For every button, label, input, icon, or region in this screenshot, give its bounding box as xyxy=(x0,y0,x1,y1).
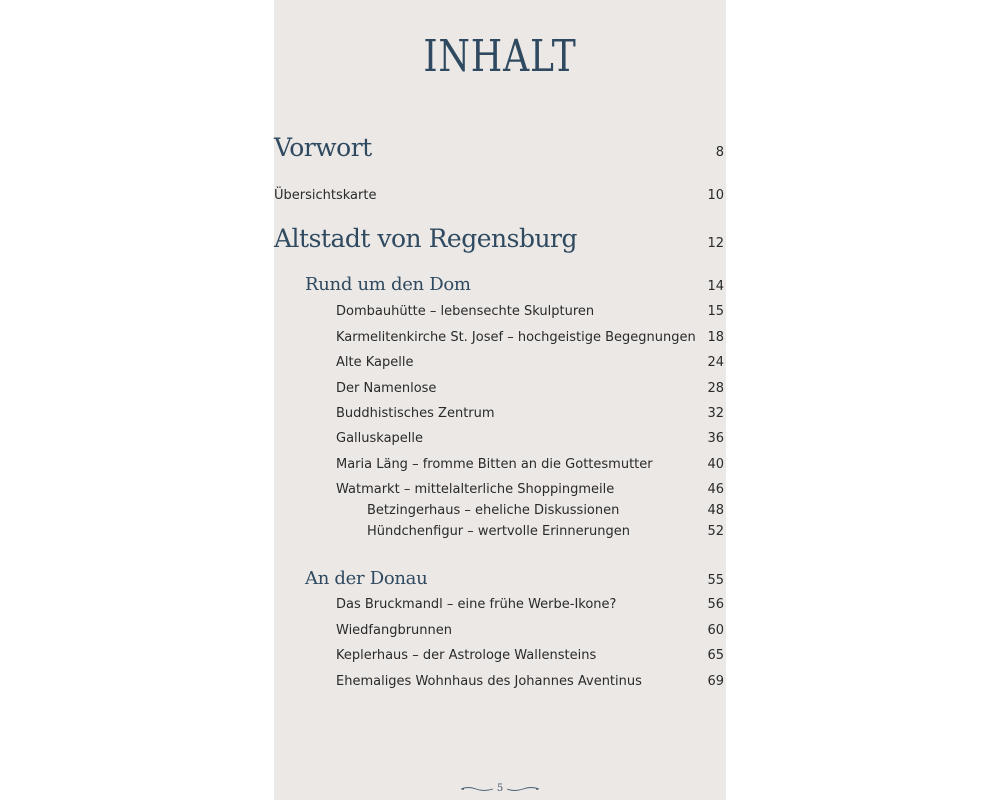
page-number: 5 xyxy=(496,783,504,794)
toc-label: Das Bruckmandl – eine frühe Werbe-Ikone? xyxy=(336,597,617,612)
toc-label: Galluskapelle xyxy=(336,431,424,446)
toc-entry[interactable] xyxy=(336,330,724,345)
toc-label: Der Namenlose xyxy=(336,381,437,396)
toc-entry[interactable] xyxy=(336,597,724,612)
toc-page-number: 14 xyxy=(707,279,724,294)
book-page xyxy=(274,0,726,800)
toc-page-number: 52 xyxy=(707,524,724,539)
toc-page-number: 60 xyxy=(707,623,724,638)
toc-page-number: 69 xyxy=(707,674,724,689)
ornament-left-icon xyxy=(460,785,494,793)
toc-entry-vorwort[interactable] xyxy=(274,133,724,162)
toc-label: Maria Läng – fromme Bitten an die Gottesmutter xyxy=(336,457,653,472)
toc-page-number: 28 xyxy=(707,381,724,396)
toc-entry[interactable] xyxy=(336,674,724,689)
toc-page-number: 12 xyxy=(707,236,724,251)
toc-page-number: 40 xyxy=(707,457,724,472)
toc-label: Alte Kapelle xyxy=(336,355,414,370)
toc-label: Ehemaliges Wohnhaus des Johannes Aventinus xyxy=(336,674,642,689)
toc-page-number: 48 xyxy=(707,503,724,518)
toc-section-an-der-donau[interactable] xyxy=(305,568,724,589)
toc-label: Karmelitenkirche St. Josef – hochgeistige Begegnungen xyxy=(336,330,696,345)
toc-page-number: 10 xyxy=(707,188,724,203)
toc-section-rund-um-den-dom[interactable] xyxy=(305,274,724,295)
toc-entry[interactable] xyxy=(336,406,724,421)
ornament-right-icon xyxy=(506,785,540,793)
toc-page-number: 18 xyxy=(707,330,724,345)
toc-page-number: 55 xyxy=(707,573,724,588)
toc-page-number: 32 xyxy=(707,406,724,421)
toc-label: Rund um den Dom xyxy=(305,274,471,295)
toc-page-number: 8 xyxy=(715,145,724,160)
toc-label: Vorwort xyxy=(274,133,372,162)
toc-subentry[interactable] xyxy=(367,503,724,518)
toc-label: Dombauhütte – lebensechte Skulpturen xyxy=(336,304,595,319)
toc-label: Betzingerhaus – eheliche Diskussionen xyxy=(367,503,620,518)
toc-page-number: 24 xyxy=(707,355,724,370)
toc-entry[interactable] xyxy=(336,623,724,638)
toc-page-number: 36 xyxy=(707,431,724,446)
toc-subentry[interactable] xyxy=(367,524,724,539)
page-title: INHALT xyxy=(423,31,577,83)
toc-label: Buddhistisches Zentrum xyxy=(336,406,495,421)
toc-label: Wiedfangbrunnen xyxy=(336,623,453,638)
toc-label: Altstadt von Regensburg xyxy=(274,224,578,253)
toc-entry[interactable] xyxy=(336,355,724,370)
toc-label: Hündchenfigur – wertvolle Erinnerungen xyxy=(367,524,630,539)
toc-entry[interactable] xyxy=(336,381,724,396)
toc-label: An der Donau xyxy=(305,568,428,589)
toc-label: Watmarkt – mittelalterliche Shoppingmeile xyxy=(336,482,615,497)
toc-label: Keplerhaus – der Astrologe Wallensteins xyxy=(336,648,597,663)
toc-entry[interactable] xyxy=(336,304,724,319)
toc-entry[interactable] xyxy=(336,648,724,663)
toc-entry[interactable] xyxy=(336,431,724,446)
toc-page-number: 65 xyxy=(707,648,724,663)
toc-page-number: 56 xyxy=(707,597,724,612)
page-footer xyxy=(274,783,726,794)
toc-entry[interactable] xyxy=(336,457,724,472)
toc-entry[interactable] xyxy=(336,482,724,497)
toc-page-number: 15 xyxy=(707,304,724,319)
toc-entry-altstadt[interactable] xyxy=(274,224,724,253)
toc-page-number: 46 xyxy=(707,482,724,497)
toc-entry-uebersichtskarte[interactable] xyxy=(274,188,724,203)
toc-label: Übersichtskarte xyxy=(274,188,377,203)
